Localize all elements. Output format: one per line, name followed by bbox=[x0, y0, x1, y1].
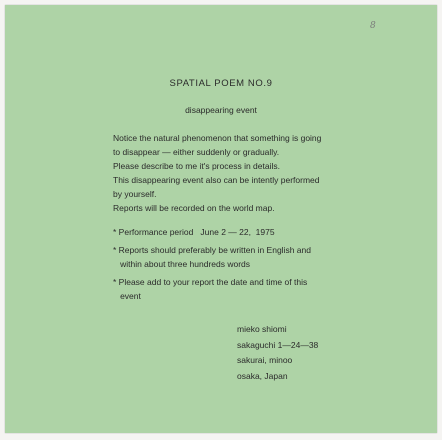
note-line: * Performance period June 2 — 22, 1975 bbox=[113, 227, 275, 237]
note-report-date bbox=[113, 275, 343, 303]
instructions-paragraph bbox=[113, 131, 343, 215]
instruction-line: This disappearing event also can be intently performed bbox=[113, 175, 320, 185]
note-line: * Reports should preferably be written in English and bbox=[113, 245, 311, 255]
note-line: * Please add to your report the date and time of this bbox=[113, 277, 308, 287]
notes-list bbox=[113, 225, 343, 307]
instruction-line: Reports will be recorded on the world map. bbox=[113, 203, 275, 213]
sender-address bbox=[237, 322, 318, 384]
document-sheet bbox=[5, 5, 437, 433]
pencil-page-number: 8 bbox=[370, 21, 376, 31]
address-city: sakurai, minoo bbox=[237, 355, 293, 365]
instruction-line: by yourself. bbox=[113, 189, 157, 199]
instruction-line: Please describe to me it's process in details. bbox=[113, 161, 280, 171]
note-report-language bbox=[113, 243, 343, 271]
address-country: osaka, Japan bbox=[237, 370, 288, 381]
instruction-line: to disappear — either suddenly or gradually. bbox=[113, 147, 280, 157]
address-street: sakaguchi 1—24—38 bbox=[237, 339, 319, 350]
note-performance-period bbox=[113, 225, 343, 239]
document-subtitle: disappearing event bbox=[185, 105, 257, 115]
instruction-line: Notice the natural phenomenon that something is going bbox=[113, 133, 322, 143]
note-line: event bbox=[113, 291, 141, 301]
note-line: within about three hundreds words bbox=[113, 259, 251, 269]
address-name: mieko shiomi bbox=[237, 324, 287, 334]
document-title: SPATIAL POEM NO.9 bbox=[169, 78, 273, 89]
